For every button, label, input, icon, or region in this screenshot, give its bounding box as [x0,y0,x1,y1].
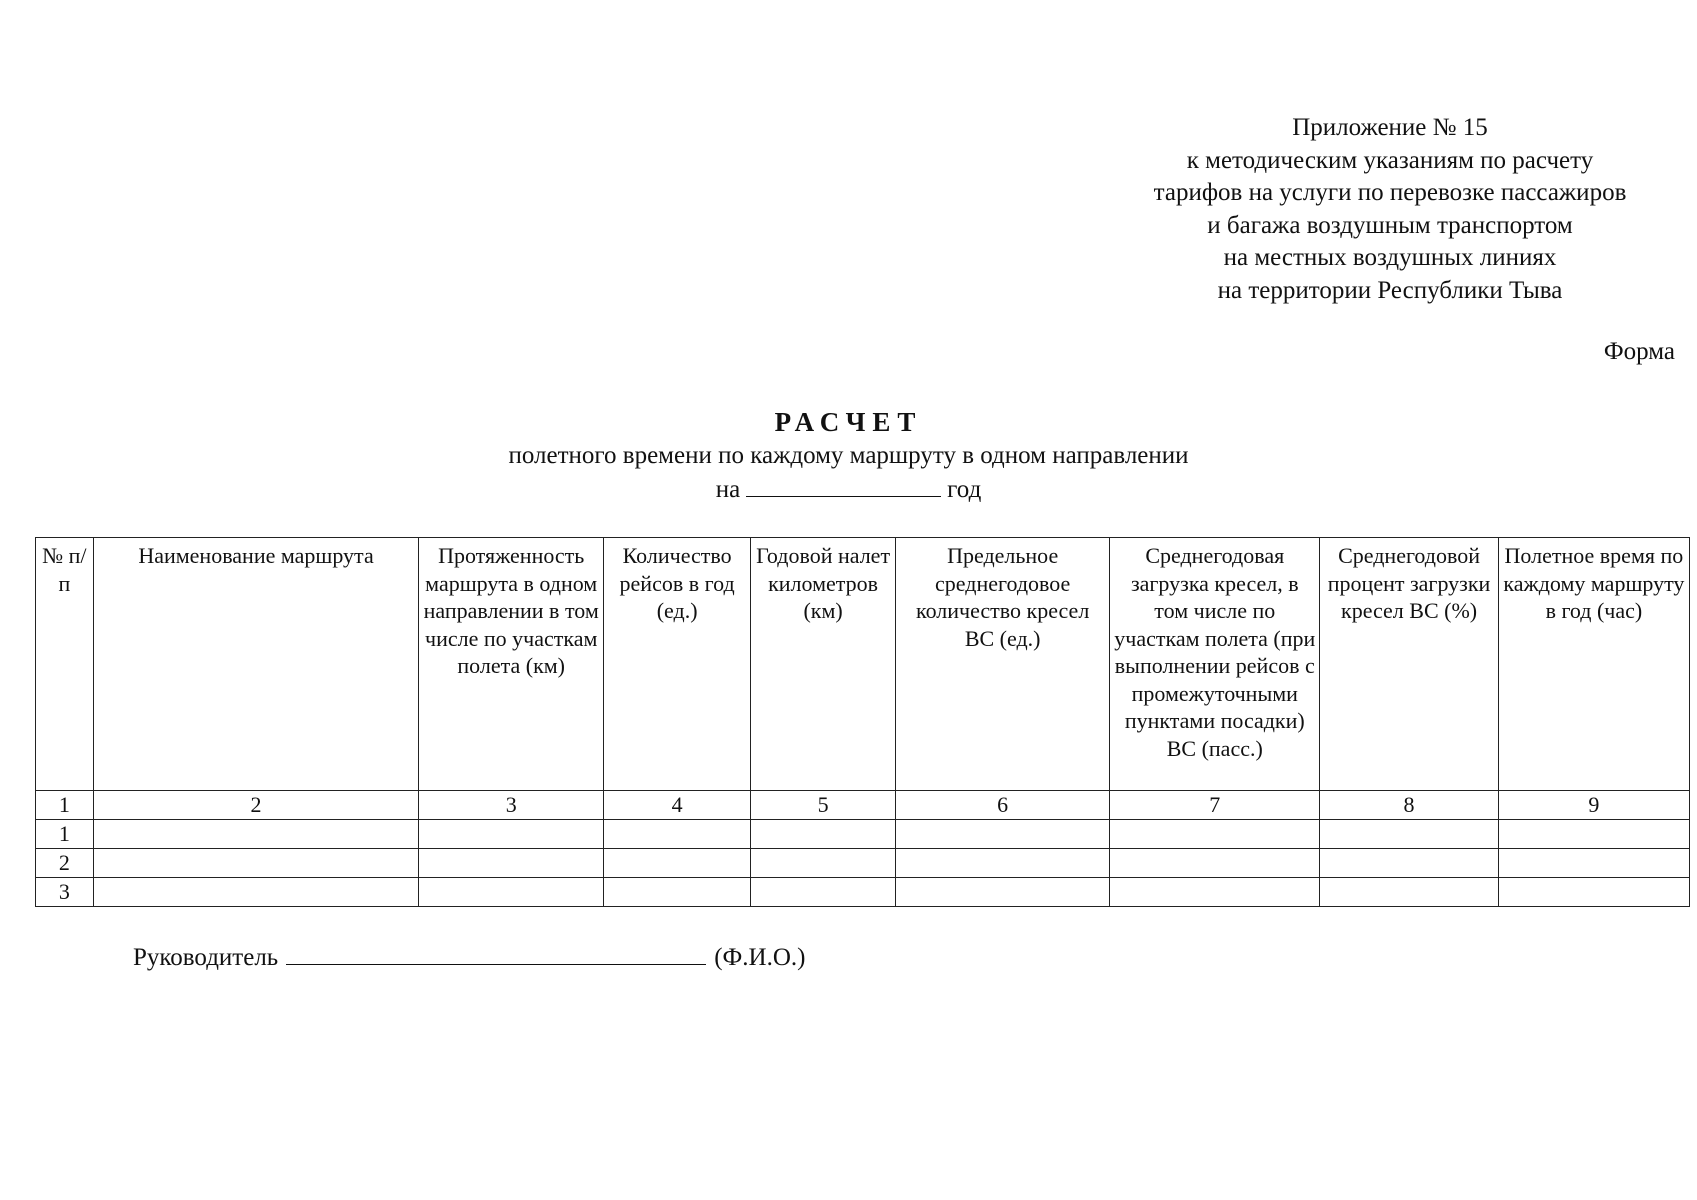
appendix-line: тарифов на услуги по перевозке пассажиров [1153,179,1627,206]
signature-suffix: (Ф.И.О.) [714,944,806,971]
table-cell[interactable] [1320,878,1499,907]
column-number: 7 [1110,791,1320,820]
table-row [36,878,1690,907]
table-cell[interactable] [93,849,419,878]
table-cell[interactable] [1320,820,1499,849]
column-number: 1 [36,791,94,820]
table-cell[interactable] [1320,849,1499,878]
column-number: 5 [751,791,896,820]
year-blank-field[interactable] [746,474,941,497]
signature-label: Руководитель [133,944,279,971]
title-block [0,405,1697,507]
table-cell[interactable] [604,820,751,849]
form-label: Форма [1603,338,1675,365]
table-header-row [36,538,1690,791]
table-cell[interactable] [604,878,751,907]
header-cell-load-percent: Среднегодовой процент загрузки кресел ВС (%) [1320,538,1499,791]
column-number: 4 [604,791,751,820]
appendix-line: на территории Республики Тыва [1217,276,1563,304]
header-cell-route-length: Протяженность маршрута в одном направлении в том числе по участкам полета (км) [419,538,604,791]
table-cell[interactable] [751,878,896,907]
table-cell[interactable] [604,849,751,878]
table-cell[interactable] [751,820,896,849]
header-cell-flights-per-year: Количество рейсов в год (ед.) [604,538,751,791]
year-line [0,473,1697,507]
column-number: 3 [419,791,604,820]
appendix-line: на местных воздушных линиях [1223,244,1557,271]
document-title: РАСЧЕТ [774,407,923,437]
column-number: 9 [1498,791,1689,820]
table-cell[interactable] [1110,820,1320,849]
row-number: 1 [36,820,94,849]
row-number: 2 [36,849,94,878]
table-cell[interactable] [896,849,1110,878]
column-number-row [36,791,1690,820]
header-cell-route-name: Наименование маршрута [93,538,419,791]
table-cell[interactable] [1110,849,1320,878]
table-cell[interactable] [419,878,604,907]
appendix-line: к методическим указаниям по расчету [1186,146,1594,174]
column-number: 8 [1320,791,1499,820]
appendix-line: Приложение № 15 [1292,114,1488,141]
table-cell[interactable] [1498,820,1689,849]
header-cell-flight-time: Полетное время по каждому маршруту в год (час) [1498,538,1689,791]
header-cell-annual-km: Годовой налет километров (км) [751,538,896,791]
table-cell[interactable] [93,878,419,907]
column-number: 2 [93,791,419,820]
year-suffix: год [947,476,982,503]
table-cell[interactable] [419,849,604,878]
signature-line [133,940,805,972]
header-cell-avg-seat-load: Среднегодовая загрузка кресел, в том числе по участкам полета (при выполнении рейсов с промежуточными пунктами посадки) ВС (пасс.) [1110,538,1320,791]
table-cell[interactable] [93,820,419,849]
table-cell[interactable] [1110,878,1320,907]
header-cell-number: № п/п [36,538,94,791]
table-cell[interactable] [896,820,1110,849]
header-cell-max-seats: Предельное среднегодовое количество кресел ВС (ед.) [896,538,1110,791]
table-cell[interactable] [751,849,896,878]
table-cell[interactable] [419,820,604,849]
table-row [36,849,1690,878]
row-number: 3 [36,878,94,907]
appendix-line: и багажа воздушным транспортом [1207,211,1573,239]
column-number: 6 [896,791,1110,820]
table-row [36,820,1690,849]
signature-blank-field[interactable] [286,940,706,965]
calculation-table [35,537,1690,907]
appendix-block [1080,112,1697,307]
table-cell[interactable] [1498,878,1689,907]
table-cell[interactable] [1498,849,1689,878]
document-subtitle: полетного времени по каждому маршруту в одном направлении [508,442,1189,469]
year-prefix: на [715,476,741,503]
table-cell[interactable] [896,878,1110,907]
